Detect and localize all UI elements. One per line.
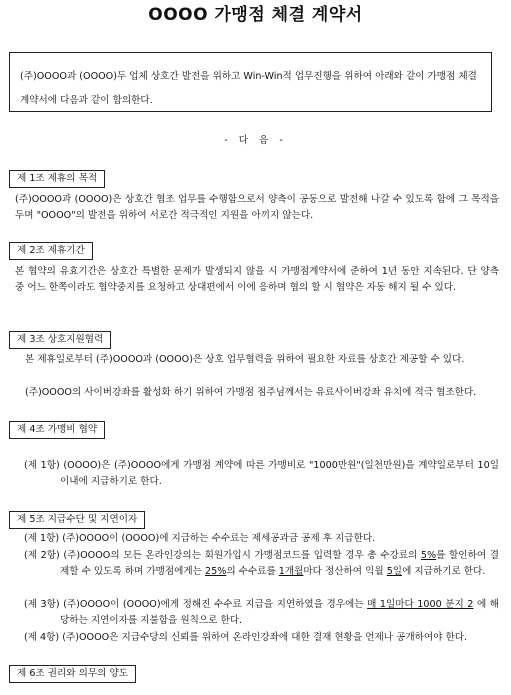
article-1-body: (주)OOOO과 (OOOO)은 상호간 협조 업무를 수행함으로서 양측이 공동으로 발전해 나갈 수 있도록 함에 그 목적을 두며 "OOOO"의 발전을 위하여 서로간 적극적인 지원을 아끼지 않는다.: [15, 194, 499, 221]
item-text: 마다 정산하여 익월: [303, 566, 387, 577]
article-2-body: 본 협약의 유효기간은 상호간 특별한 문제가 발생되지 않을 시 가맹점계약서에 준하여 1년 동안 지속된다. 단 양측 중 어느 한쪽이라도 협약중지를 요청하고 상대편에서 이에 응하며 협의 할 시 협약은 자동 해지 될 수 있다.: [15, 266, 499, 293]
discount-rate: 5%: [420, 550, 437, 561]
article-5-heading: 제 5조 지급수단 및 지연이자: [9, 511, 145, 529]
late-interest-rate: 매 1일마다 1000 분지 2: [367, 599, 474, 610]
divider-text: - 다 음 -: [224, 135, 287, 146]
article-2-heading: 제 2조 제휴기간: [9, 242, 93, 260]
article-1-heading: 제 1조 제휴의 목적: [9, 170, 105, 188]
commission-rate: 25%: [205, 566, 227, 577]
article-3-heading: 제 3조 상호지원협력: [9, 331, 111, 349]
article-5-item-1: (제 1항) (주)OOOO이 (OOOO)에 지급하는 수수료는 제세공과금 공제 후 지급한다.: [24, 533, 376, 544]
item-text: 에 해당하는 지연이자를 지불함을 원칙으로 한다.: [60, 599, 499, 626]
article-5-item-3: [24, 597, 499, 629]
item-text: (제 2항) (주)OOOO의 모든 온라인강의는 회원가입시 가맹점코드를 입력할 경우 총 수강료의: [24, 550, 421, 561]
article-5-item-4: (제 4항) (주)OOOO은 지급수당의 신뢰를 위하여 온라인강좌에 대한 결재 현황을 언제나 공개하여야 한다.: [24, 632, 468, 643]
item-text: 에 지급하기로 한다.: [402, 566, 486, 577]
item-text: (제 3항) (주)OOOO이 (OOOO)에게 정해진 수수료 지급을 지연하였을 경우에는: [24, 599, 368, 610]
article-5-item-2: [24, 548, 499, 580]
settlement-period: 1개월: [278, 566, 304, 577]
article-4-heading: 제 4조 가맹비 협약: [9, 421, 105, 439]
payment-day: 5일: [386, 566, 403, 577]
item-text: 를 할인하여 결제할 수 있도록 하며 가맹점에게는: [60, 550, 499, 577]
article-6-heading: 제 6조 권리와 의무의 양도: [9, 665, 136, 683]
article-3-paragraph-2: (주)OOOO의 사이버강좌를 활성화 하기 위하여 가맹점 점주님께서는 유료사이버강좌 유치에 적극 협조한다.: [25, 387, 477, 398]
document-title: OOOO 가맹점 체결 계약서: [148, 5, 363, 25]
article-3-paragraph-1: 본 제휴일로부터 (주)OOOO과 (OOOO)은 상호 업무협력을 위하여 필요한 자료를 상호간 제공할 수 있다.: [25, 354, 465, 365]
article-4-item-1: (제 1항) (OOOO)은 (주)OOOO에게 가맹점 계약에 따른 가맹비로 "1000만원"(일천만원)을 계약일로부터 10일 이내에 지급하기로 한다.: [24, 460, 499, 487]
item-text: 의 수수료를: [226, 566, 279, 577]
intro-box: (주)OOOO과 (OOOO)두 업체 상호간 발전을 위하고 Win-Win적 업무진행을 위하여 아래와 같이 가맹점 체결 계약서에 다음과 같이 합의한다.: [9, 52, 492, 112]
